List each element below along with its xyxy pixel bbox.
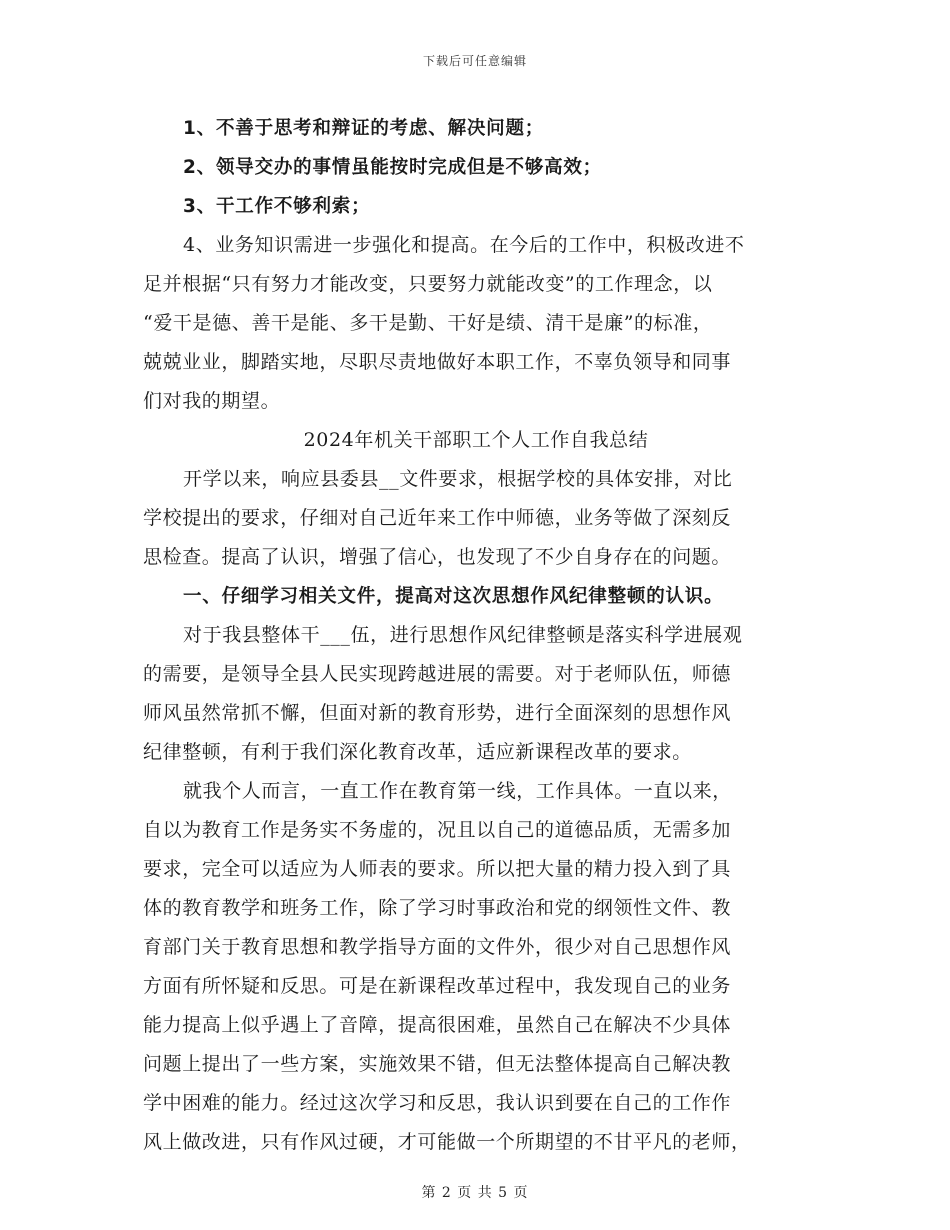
- text-line: 风上做改进，只有作风过硬，才可能做一个所期望的不甘平凡的老师，: [143, 1131, 751, 1153]
- text-line: 思检查。提高了认识，增强了信心，也发现了不少自身存在的问题。: [143, 546, 732, 568]
- text-line: 的需要，是领导全县人民实现跨越进展的需要。对于老师队伍，师德: [143, 663, 732, 685]
- text-line: 自以为教育工作是务实不务虚的，况且以自己的道德品质，无需多加: [143, 819, 732, 841]
- page-footer: 第 2 页 共 5 页: [421, 1185, 529, 1201]
- text-line: 学校提出的要求，仔细对自己近年来工作中师德，业务等做了深刻反: [143, 507, 732, 529]
- document-body: [143, 109, 809, 1162]
- text-line: 方面有所怀疑和反思。可是在新课程改革过程中，我发现自己的业务: [143, 975, 732, 997]
- text-line: 足并根据“只有努力才能改变，只要努力就能改变”的工作理念，以: [143, 273, 713, 295]
- text-line: 学中困难的能力。经过这次学习和反思，我认识到要在自己的工作作: [143, 1092, 732, 1114]
- bold-list-item: 一、仔细学习相关文件，提高对这次思想作风纪律整顿的认识。: [183, 586, 724, 607]
- text-line: 开学以来，响应县委县__文件要求，根据学校的具体安排，对比: [183, 468, 733, 490]
- page-header: 下载后可任意编辑: [422, 54, 527, 68]
- text-line: 师风虽然常抓不懈，但面对新的教育形势，进行全面深刻的思想作风: [143, 702, 732, 724]
- text-line: 纪律整顿，有利于我们深化教育改革，适应新课程改革的要求。: [143, 741, 692, 763]
- text-line: 就我个人而言，一直工作在教育第一线，工作具体。一直以来，: [183, 780, 732, 802]
- text-line: 体的教育教学和班务工作，除了学习时事政治和党的纲领性文件、教: [143, 897, 732, 919]
- text-line: 们对我的期望。: [143, 390, 281, 412]
- text-line: 要求，完全可以适应为人师表的要求。所以把大量的精力投入到了具: [143, 858, 732, 880]
- text-line: 能力提高上似乎遇上了音障，提高很困难，虽然自己在解决不少具体: [143, 1014, 732, 1036]
- bold-list-item: 3、干工作不够利索；: [183, 196, 371, 217]
- text-line: 育部门关于教育思想和教学指导方面的文件外，很少对自己思想作风: [143, 936, 732, 958]
- text-line: 4、业务知识需进一步强化和提高。在今后的工作中，积极改进不: [183, 234, 745, 256]
- text-line: “爱干是德、善干是能、多干是勤、干好是绩、清干是廉”的标准，: [143, 312, 713, 334]
- bold-list-item: 2、领导交办的事情虽能按时完成但是不够高效；: [183, 157, 602, 178]
- text-line: 兢兢业业，脚踏实地，尽职尽责地做好本职工作，不辜负领导和同事: [143, 351, 732, 373]
- text-line: 对于我县整体干___伍，进行思想作风纪律整顿是落实科学进展观: [183, 624, 743, 646]
- section-title: 2024年机关干部职工个人工作自我总结: [303, 429, 649, 451]
- bold-list-item: 1、不善于思考和辩证的考虑、解决问题；: [183, 118, 545, 139]
- text-line: 问题上提出了一些方案，实施效果不错，但无法整体提高自己解决教: [143, 1053, 732, 1075]
